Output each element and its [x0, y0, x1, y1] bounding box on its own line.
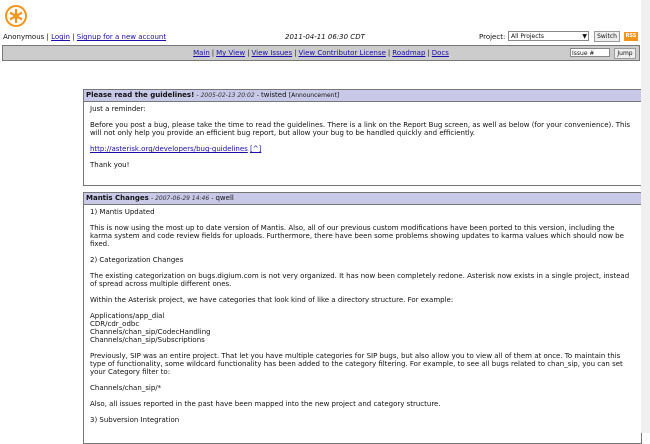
menu-docs[interactable]: Docs	[431, 49, 449, 57]
news-header: Mantis Changes - 2007-06-29 14:46 - qwell	[84, 193, 641, 205]
news-paragraph: This is now using the most up to date version of Mantis. Also, all of our previous custom modifications have been ported to this version, including the karma system and code review fields for uploads. Furthermore, there have been some problems showing updates to karma values which should now be fixed.	[90, 224, 624, 248]
menu-my-view[interactable]: My View	[216, 49, 246, 57]
news-item	[83, 89, 642, 186]
project-selected-value: All Projects	[511, 33, 544, 40]
news-paragraph: Within the Asterisk project, we have categories that look kind of like a directory structure. For example:	[90, 296, 454, 304]
news-tag: [Announcement]	[288, 92, 340, 99]
signup-link[interactable]: Signup for a new account	[76, 33, 167, 41]
switch-button[interactable]: Switch	[594, 31, 620, 42]
news-title: Mantis Changes	[86, 194, 149, 202]
current-datetime: 2011-04-11 06:30 CDT	[285, 33, 365, 41]
menu-roadmap[interactable]: Roadmap	[392, 49, 426, 57]
news-date: 2005-02-13 20:02	[200, 92, 255, 99]
news-paragraph: 1) Mantis Updated	[90, 208, 155, 216]
login-link[interactable]: Login	[51, 33, 70, 41]
top-bar	[0, 31, 650, 44]
news-paragraph: 2) Categorization Changes	[90, 256, 184, 264]
guidelines-link[interactable]: http://asterisk.org/developers/bug-guidelines	[90, 145, 248, 153]
project-label: Project:	[479, 33, 506, 41]
news-author: qwell	[215, 194, 234, 202]
menu-main[interactable]: Main	[193, 49, 210, 57]
news-author: twisted	[260, 91, 287, 99]
jump-button[interactable]: Jump	[614, 48, 636, 59]
chevron-down-icon: ▼	[582, 33, 587, 40]
news-header: Please read the guidelines! - 2005-02-13 20:02 - twisted [Announcement]	[84, 90, 641, 102]
news-paragraph: The existing categorization on bugs.digium.com is not very organized. It has now been completely redone. Asterisk now exists in a single project, instead of spread across multiple different ones.	[90, 272, 630, 288]
project-select[interactable]	[508, 31, 589, 41]
news-paragraph: Previously, SIP was an entire project. That let you have multiple categories for SIP bugs, but also allow you to view all of them at once. To maintain this type of functionality, some wildcard functionality has been added to the category filtering. For example, to see all bugs related to chan_sip, you can set your Category filter to:	[90, 352, 623, 376]
account-info: Anonymous | Login | Signup for a new account	[3, 33, 167, 41]
news-paragraph: Applications/app_dial CDR/cdr_odbc Channels/chan_sip/CodecHandling Channels/chan_sip/Subscriptions	[90, 312, 211, 344]
news-body	[84, 205, 641, 435]
news-paragraph: Also, all issues reported in the past have been mapped into the new project and category structure.	[90, 400, 441, 408]
news-item	[83, 192, 642, 444]
username: Anonymous	[3, 33, 45, 41]
news-paragraph: Before you post a bug, please take the time to read the guidelines. There is a link on the Report Bug screen, as well as below (for your convenience). This will not only help you provide an efficient bug report, but allow your bug to be handled quickly and efficiently.	[90, 121, 631, 137]
vertical-scrollbar[interactable]	[641, 0, 650, 433]
news-title: Please read the guidelines!	[86, 91, 195, 99]
news-paragraph: 3) Subversion Integration	[90, 416, 180, 424]
external-link-icon[interactable]: [^]	[250, 145, 262, 153]
news-date: 2007-06-29 14:46	[155, 195, 210, 202]
issue-number-input[interactable]: Issue #	[570, 48, 610, 57]
news-paragraph: Channels/chan_sip/*	[90, 384, 162, 392]
news-body	[84, 102, 641, 180]
menu-links: Main | My View | View Issues | View Contributor License | Roadmap | Docs	[193, 49, 449, 57]
rss-icon[interactable]: RSS	[625, 33, 637, 39]
news-link-line	[90, 145, 635, 153]
menu-view-issues[interactable]: View Issues	[251, 49, 293, 57]
main-menu	[2, 45, 640, 61]
news-paragraph: Just a reminder:	[90, 105, 146, 113]
news-closing: Thank you!	[90, 161, 130, 169]
menu-view-contributor-license[interactable]: View Contributor License	[298, 49, 386, 57]
asterisk-logo-icon[interactable]	[5, 5, 27, 27]
